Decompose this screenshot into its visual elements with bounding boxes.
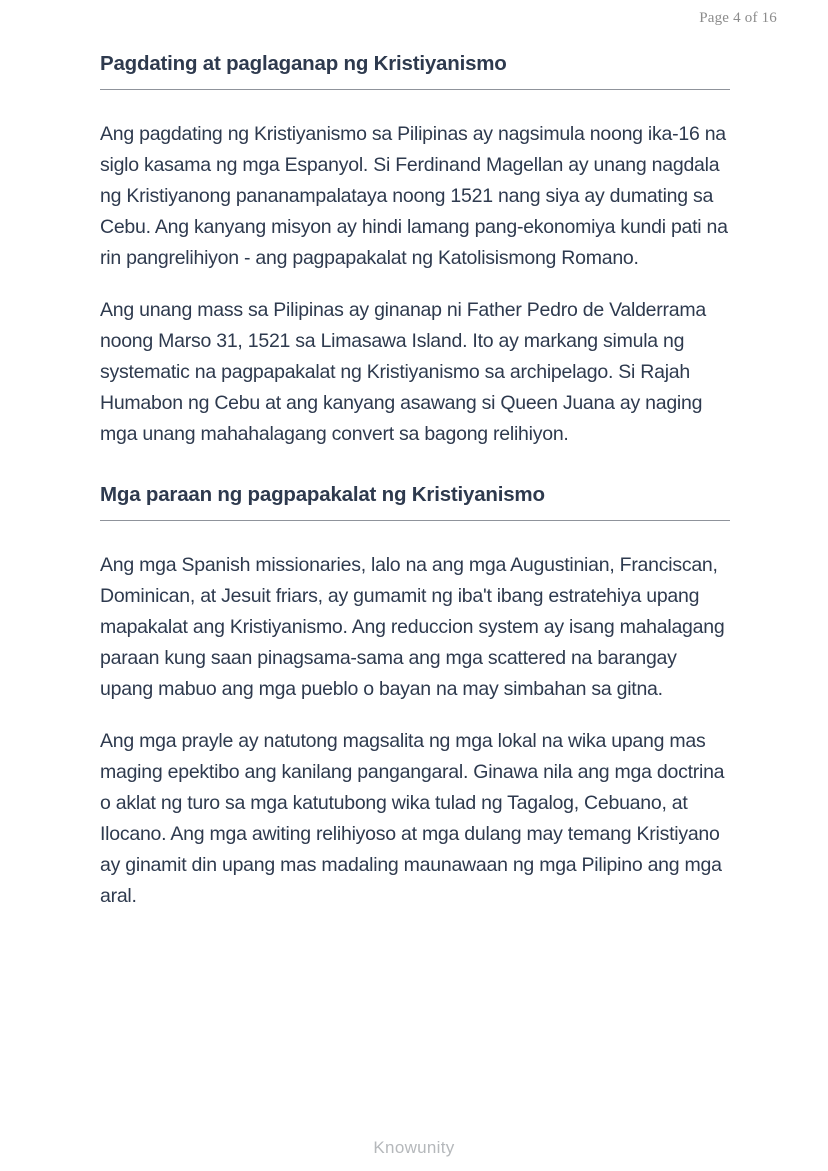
section-heading-pagdating: Pagdating at paglaganap ng Kristiyanismo <box>100 52 730 90</box>
footer-brand: Knowunity <box>373 1138 455 1157</box>
paragraph: Ang unang mass sa Pilipinas ay ginanap ni Father Pedro de Valderrama noong Marso 31, 1521 sa Limasawa Island. Ito ay markang simula ng systematic na pagpapakalat ng Kristiyanismo sa archipelago. Si Rajah Humabon ng Cebu at ang kanyang asawang si Queen Juana ay naging mga unang mahahalagang convert sa bagong relihiyon. <box>100 299 706 445</box>
paragraph: Ang mga Spanish missionaries, lalo na ang mga Augustinian, Franciscan, Dominican, at Jesuit friars, ay gumamit ng iba't ibang estratehiya upang mapakalat ang Kristiyanismo. Ang reduccion system ay isang mahalagang paraan kung saan pinagsama-sama ang mga scattered na barangay upang mabuo ang mga pueblo o bayan na may simbahan sa gitna. <box>100 554 725 700</box>
section-heading-mga-paraan: Mga paraan ng pagpapakalat ng Kristiyanismo <box>100 483 730 521</box>
document-body <box>100 52 730 933</box>
paragraph: Ang mga prayle ay natutong magsalita ng mga lokal na wika upang mas maging epektibo ang kanilang pangangaral. Ginawa nila ang mga doctrina o aklat ng turo sa mga katutubong wika tulad ng Tagalog, Cebuano, at Ilocano. Ang mga awiting relihiyoso at mga dulang may temang Kristiyano ay ginamit din upang mas madaling maunawaan ng mga Pilipino ang mga aral. <box>100 730 725 907</box>
page-number: Page 4 of 16 <box>699 10 777 26</box>
paragraph: Ang pagdating ng Kristiyanismo sa Pilipinas ay nagsimula noong ika-16 na siglo kasama ng mga Espanyol. Si Ferdinand Magellan ay unang nagdala ng Kristiyanong pananampalataya noong 1521 nang siya ay dumating sa Cebu. Ang kanyang misyon ay hindi lamang pang-ekonomiya kundi pati na rin pangrelihiyon - ang pagpapakalat ng Katolisismong Romano. <box>100 123 728 269</box>
